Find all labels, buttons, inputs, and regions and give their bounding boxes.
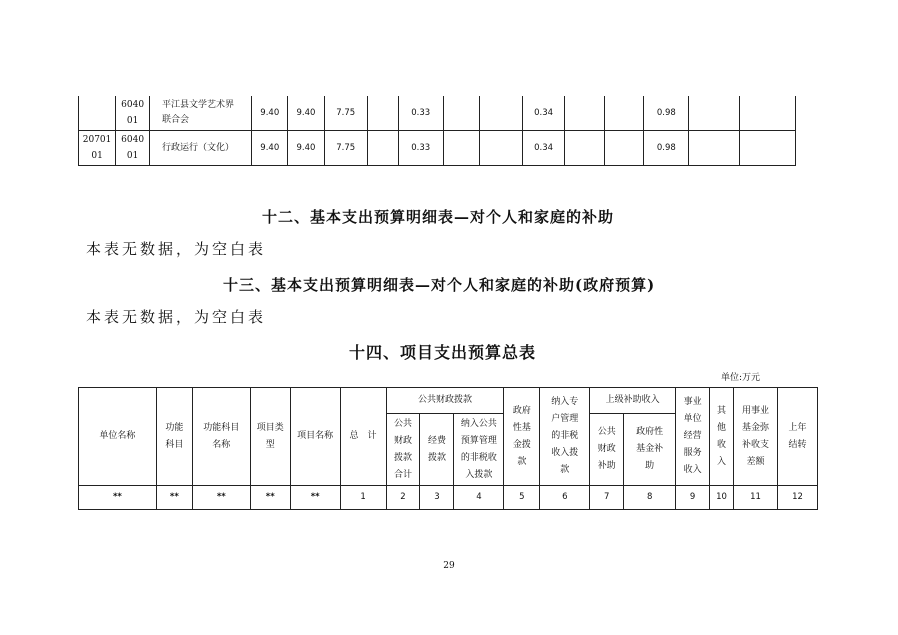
table-cell-v10: [604, 96, 644, 131]
header-func-subject: 功能 科目: [156, 388, 192, 486]
header-business-fund: 用事业 基金弥 补收支 差额: [734, 388, 778, 486]
header-total: 总 计: [340, 388, 386, 486]
header-business-income: 事业 单位 经营 服务 收入: [676, 388, 710, 486]
index-cell: **: [290, 486, 340, 510]
section12-title: 十二、基本支出预算明细表—对个人和家庭的补助: [262, 208, 615, 226]
header-public-finance-total: 公共 财政 拨款 合计: [386, 414, 420, 486]
index-cell: **: [192, 486, 250, 510]
index-cell: 12: [777, 486, 817, 510]
table-cell-blank: [739, 131, 795, 166]
section12-empty-note: 本表无数据，为空白表: [86, 240, 267, 258]
index-cell: **: [79, 486, 157, 510]
table-cell-v12: [689, 96, 740, 131]
header-project-name: 项目名称: [290, 388, 340, 486]
table-cell-blank: [739, 96, 795, 131]
index-cell: 10: [710, 486, 734, 510]
table-cell-v5: 0.33: [398, 96, 443, 131]
index-cell: 7: [590, 486, 624, 510]
table-cell-v12: [689, 131, 740, 166]
header-project-type: 项目类 型: [250, 388, 290, 486]
table-cell-v3: 7.75: [324, 131, 367, 166]
header-nontax-budget: 纳入公共 预算管理 的非税收 入拨款: [454, 414, 504, 486]
table-cell-name: 平江县文学艺术界 联合会: [150, 96, 252, 131]
page-number: 29: [443, 561, 455, 571]
table-cell-v1: 9.40: [252, 131, 288, 166]
index-cell: 1: [340, 486, 386, 510]
table-cell-v4: [367, 131, 398, 166]
index-cell: 2: [386, 486, 420, 510]
project-expenditure-summary-table: [78, 387, 818, 510]
index-cell: 9: [676, 486, 710, 510]
index-cell: **: [250, 486, 290, 510]
table-cell-v3: 7.75: [324, 96, 367, 131]
budget-detail-table-continued: [78, 96, 796, 166]
index-cell: 8: [624, 486, 676, 510]
section13-title: 十三、基本支出预算明细表—对个人和家庭的补助(政府预算): [223, 276, 656, 294]
header-gov-fund: 政府 性基 金拨 款: [504, 388, 540, 486]
table-cell-name: 行政运行（文化）: [150, 131, 252, 166]
index-cell: 5: [504, 486, 540, 510]
header-public-finance-subsidy: 公共 财政 补助: [590, 414, 624, 486]
table-cell-code_b: 6040 01: [116, 131, 150, 166]
table-cell-v6: [443, 96, 479, 131]
table-row: [79, 96, 796, 131]
header-special-nontax: 纳入专 户管理 的非税 收入拨 款: [540, 388, 590, 486]
table-cell-v9: [564, 131, 604, 166]
table-cell-v9: [564, 96, 604, 131]
table-row: [79, 131, 796, 166]
table-cell-code_a: [79, 96, 116, 131]
header-public-finance: 公共财政拨款: [386, 388, 504, 414]
header-other-income: 其 他 收 入: [710, 388, 734, 486]
header-carryover: 上年 结转: [777, 388, 817, 486]
table-cell-v7: [479, 96, 522, 131]
index-cell: 11: [734, 486, 778, 510]
section13-empty-note: 本表无数据，为空白表: [86, 308, 267, 326]
index-cell: 4: [454, 486, 504, 510]
section14-title: 十四、项目支出预算总表: [349, 343, 537, 362]
index-row: [79, 486, 818, 510]
table-cell-v2: 9.40: [288, 131, 324, 166]
table-cell-v1: 9.40: [252, 96, 288, 131]
table-cell-v5: 0.33: [398, 131, 443, 166]
header-superior-subsidy: 上级补助收入: [590, 388, 676, 414]
table-cell-v8: 0.34: [523, 131, 565, 166]
index-cell: 3: [420, 486, 454, 510]
table-cell-v7: [479, 131, 522, 166]
index-cell: 6: [540, 486, 590, 510]
table-cell-v4: [367, 96, 398, 131]
header-unit-name: 单位名称: [79, 388, 157, 486]
table-cell-code_b: 6040 01: [116, 96, 150, 131]
header-gov-fund-subsidy: 政府性 基金补 助: [624, 414, 676, 486]
header-func-subject-name: 功能科目 名称: [192, 388, 250, 486]
table-cell-v8: 0.34: [523, 96, 565, 131]
table-cell-v2: 9.40: [288, 96, 324, 131]
table-cell-code_a: 20701 01: [79, 131, 116, 166]
header-funds: 经费 拨款: [420, 414, 454, 486]
index-cell: **: [156, 486, 192, 510]
unit-label: 单位:万元: [721, 373, 761, 383]
table-cell-v10: [604, 131, 644, 166]
table-cell-v11: 0.98: [644, 131, 689, 166]
table-cell-v6: [443, 131, 479, 166]
table-cell-v11: 0.98: [644, 96, 689, 131]
